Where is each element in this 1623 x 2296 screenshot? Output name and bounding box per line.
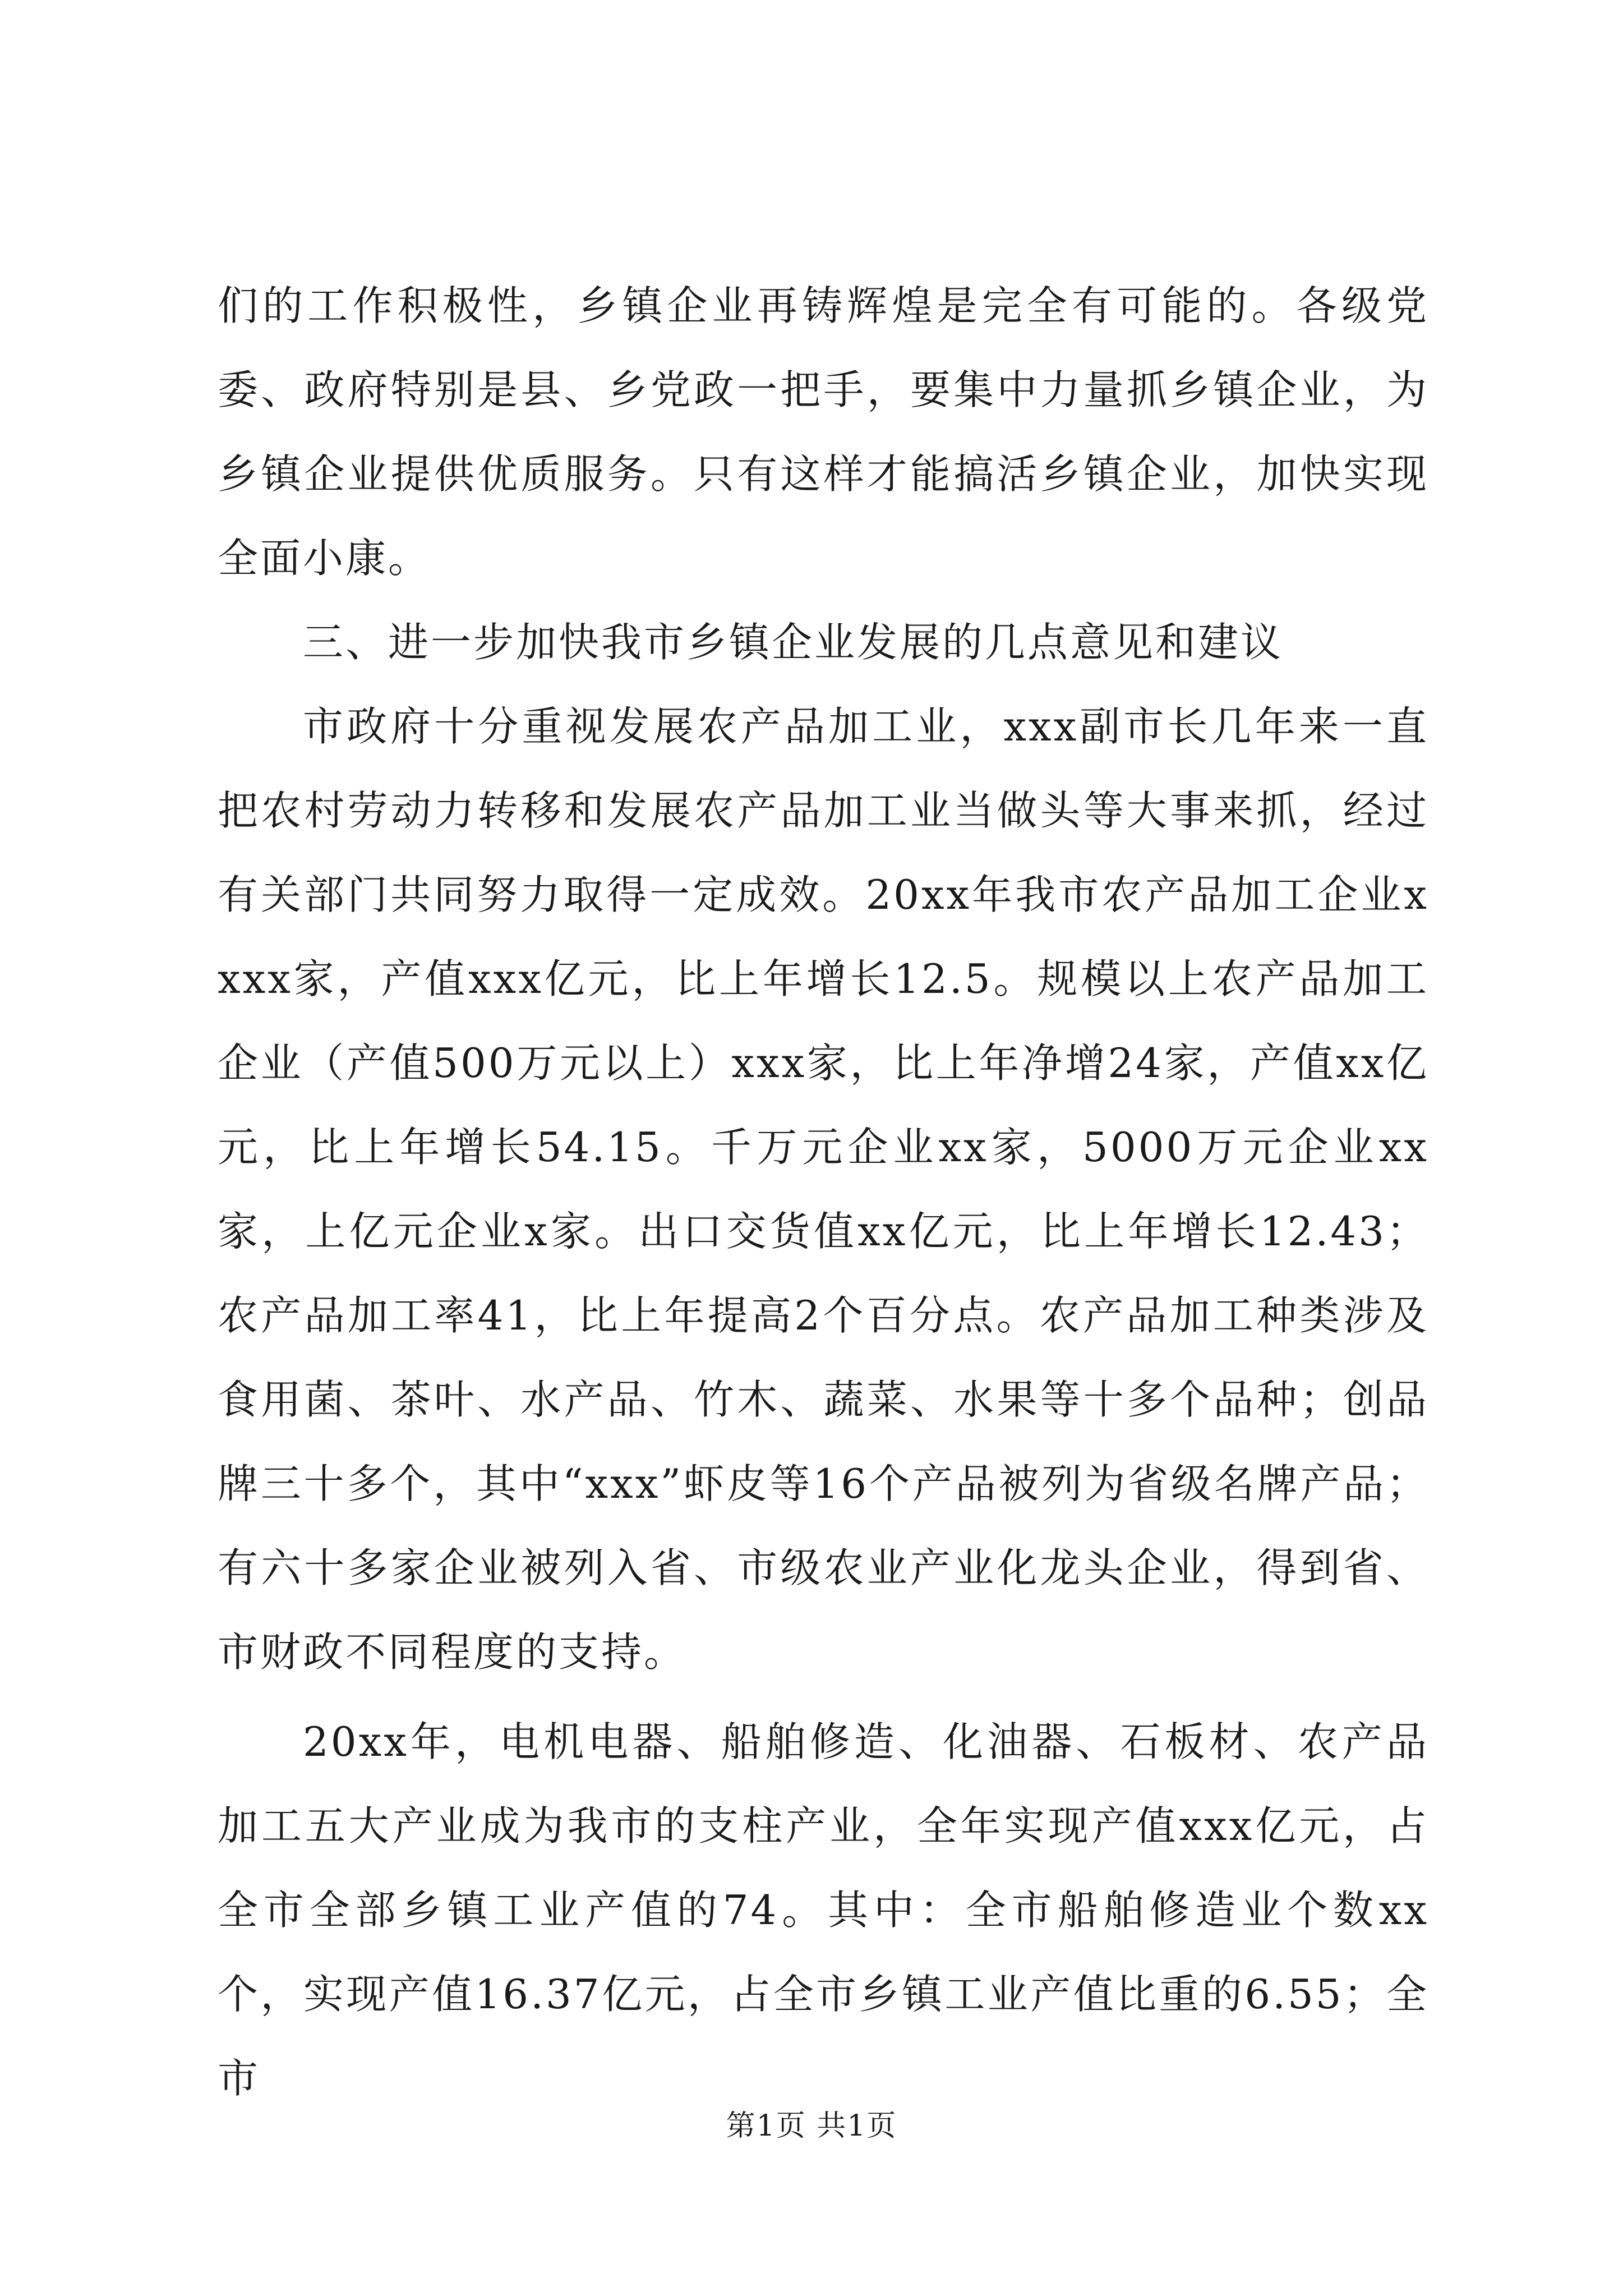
section-heading: 三、进一步加快我市乡镇企业发展的几点意见和建议 (303, 619, 1284, 666)
document-body (218, 264, 1429, 2120)
paragraph-continuation: 们的工作积极性，乡镇企业再铸辉煌是完全有可能的。各级党委、政府特别是县、乡党政一把手，要集中力量抓乡镇企业，为乡镇企业提供优质服务。只有这样才能搞活乡镇企业，加快实现全面小康。 (218, 282, 1429, 582)
paragraph-pillar-industries: 20xx年，电机电器、船舶修造、化油器、石板材、农产品加工五大产业成为我市的支柱产业，全年实现产值xxx亿元，占全市全部乡镇工业产值的74。其中：全市船舶修造业个数xx个，实现产值16.37亿元，占全市乡镇工业产值比重的6.55；全市 (218, 1718, 1429, 2102)
page-footer: 第1页 共1页 (726, 2109, 897, 2143)
paragraph-agri-processing: 市政府十分重视发展农产品加工业，xxx副市长几年来一直把农村劳动力转移和发展农产品加工业当做头等大事来抓，经过有关部门共同努力取得一定成效。20xx年我市农产品加工企业xxxx家，产值xxx亿元，比上年增长12.5。规模以上农产品加工企业（产值500万元以上）xxx家，比上年净增24家，产值xx亿元，比上年增长54.15。千万元企业xx家，5000万元企业xx家，上亿元企业x家。出口交货值xx亿元，比上年增长12.43；农产品加工率41，比上年提高2个百分点。农产品加工种类涉及食用菌、茶叶、水产品、竹木、蔬菜、水果等十多个品种；创品牌三十多个，其中“xxx”虾皮等16个产品被列为省级名牌产品；有六十多家企业被列入省、市级农业产业化龙头企业，得到省、市财政不同程度的支持。 (218, 703, 1429, 1676)
